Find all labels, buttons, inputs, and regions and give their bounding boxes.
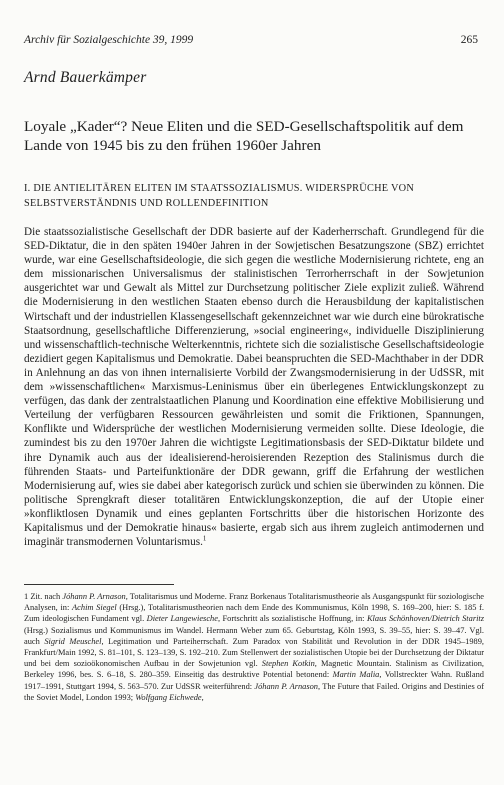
footnote-text-segment: , Legitimation und Parteiherrschaft. Zum Paradox von Stabilität und Revolution in der DDR 1945–1989, Frankfurt/Main 1992, S. 81–101, S. 123–139, S. 192–210. Zum Stellenwert der sozialistischen Utopie bei der Durchsetzung der Diktatur und bei dem sozioökonomischen Aufbau in der Sowjetunion vgl. [24, 636, 485, 669]
page-number: 265 [460, 34, 478, 46]
footnote-author-name: Wolfgang Eichwede [135, 692, 202, 702]
footnote-text-segment: , [201, 692, 204, 702]
journal-citation: Archiv für Sozialgeschichte 39, 1999 [24, 34, 194, 46]
footnote-author-name: Stephen Kotkin [261, 659, 315, 669]
footnote-text-segment: (Hrsg.) Sozialismus und Kommunismus im Wandel. Hermann Weber zum 65. Geburtstag, Köln 1993, S. 39–55, hier: S. 39–47. Vgl. auch [24, 625, 484, 646]
body-paragraph [24, 225, 484, 549]
footnote-author-name: Klaus Schönhoven/Dietrich Staritz [366, 614, 484, 624]
footnote-author-name: Achim Siegel [72, 603, 117, 613]
footnote-number: 1 [24, 592, 29, 601]
footnote-text [24, 592, 484, 702]
footnote-text-segment: , The Future that Failed. Origins and Destinies of the Soviet Model, London 1993; [24, 681, 485, 702]
footnote-text-segment: , Vollstreckter Wahn. Rußland 1917–1991, Stuttgart 1994, S. 563–570. Zur UdSSR weiterführend: [24, 670, 484, 691]
footnote-author-name: Dieter Langewiesche [146, 614, 218, 624]
footnote-author-name: Martin Malia [332, 670, 380, 680]
footnote-author-name: Jóhann P. Arnason [62, 592, 126, 601]
running-head [24, 34, 478, 46]
author-name: Arnd Bauerkämper [24, 69, 147, 86]
footnote-author-name: Sigrid Meuschel [44, 636, 102, 646]
footnote-block [24, 591, 484, 703]
footnote-reference[interactable]: 1 [202, 534, 207, 543]
footnote-text-segment: , Totalitarismus und Moderne. Franz Borkenaus Totalitarismustheorie als Ausgangspunkt für soziologische Analysen, in: [24, 592, 485, 613]
article-title: Loyale „Kader“? Neue Eliten und die SED-Gesellschaftspolitik auf dem Lande von 1945 bis zu den frühen 1960er Jahren [24, 118, 464, 154]
footnote-divider [24, 584, 174, 585]
footnote-author-name: Jóhann P. Arnason [254, 681, 318, 691]
footnote-text-segment: Zit. nach [30, 592, 63, 601]
body-text: Die staatssozialistische Gesellschaft der DDR basierte auf der Kaderherrschaft. Grundlegend für die SED-Diktatur, die in den späten 1940er Jahren in der Sowjetischen Besatzungszone (SBZ) errichtet wurde, war eine Gesellschaftsideologie, die sich gegen die westliche Modernisierung richtete, eng an dem missionarischen Universalismus der stalinistischen Terrorherrschaft in der Sowjetunion ausgerichtet war und Gewalt als Mittel zur Durchsetzung politischer Ziele explizit zuließ. Während die Modernisierung in den westlichen Staaten ebenso durch die Herausbildung der kapitalistischen Wirtschaft und der industriellen Klassengesellschaft gekennzeichnet war wie durch eine bürokratische Staatsordnung, gesellschaftliche Differenzierung, »social engineering«, individuelle Disziplinierung und wissenschaftlich-technische Welterkenntnis, richtete sich die sozialistische Gesellschaftsideologie dezidiert gegen Kapitalismus und Demokratie. Dabei beanspruchten die SED-Machthaber in der DDR in Anlehnung an das von ihnen internalisierte Vorbild der Zwangsmodernisierung in der UdSSR, mit dem »wissenschaftlichen« Marxismus-Leninismus über ein überlegenes Entwicklungskonzept zu verfügen, das dank der zentralstaatlichen Planung und Koordination eine effektive Mobilisierung und Verteilung der verfügbaren Ressourcen gewährleisten und somit die Friktionen, Spannungen, Konflikte und Widersprüche der westlichen Modernisierung vermeiden sollte. Diese Ideologie, die zumindest bis zu den 1970er Jahren die wichtigste Legitimationsbasis der SED-Diktatur bildete und ihre Dynamik auch aus der idealisierend-heroisierenden Rezeption des Stalinismus durch die führenden Staats- und Parteifunktionäre der DDR gewann, griff die Erfahrung der westlichen Modernisierung auf, wies sie dabei aber kategorisch zurück und schien sie überwinden zu können. Die politische Sprengkraft dieser totalitären Entwicklungskonzeption, die auf der Utopie einer »konfliktlosen Dynamik und eines geplanten Fortschritts über die historischen Horizonte des Kapitalismus und der Demokratie hinaus« basierte, ergab sich aus ihrem zugleich antimodernen und imaginär transmodernen Voluntarismus. [24, 226, 484, 549]
section-heading: I. DIE ANTIELITÄREN ELITEN IM STAATSSOZIALISMUS. WIDERSPRÜCHE VON SELBSTVERSTÄNDNIS UND ROLLENDEFINITION [24, 183, 415, 209]
footnote-text-segment: , Fortschritt als sozialistische Hoffnung, in: [217, 614, 367, 624]
footnote-text-segment: (Hrsg.), Totalitarismustheorien nach dem Ende des Kommunismus, Köln 1998, S. 169–200, hier: S. 185 f. Zum ideologischen Fundament vgl. [24, 603, 485, 624]
footnote-text-segment: , Magnetic Mountain. Stalinism as Civilization, Berkeley 1996, bes. S. 6–18, S. 280–359. Einseitig das destruktive Potential betonend: [24, 659, 484, 680]
